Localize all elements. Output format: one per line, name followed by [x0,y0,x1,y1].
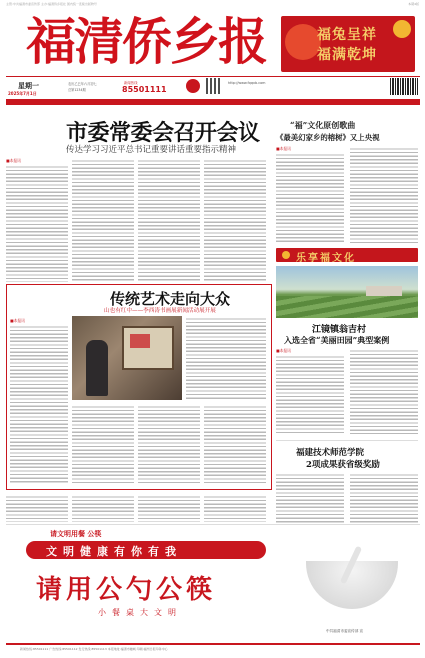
right-banner [276,248,418,262]
art-photo-painting [122,326,174,370]
banner-deco-2 [393,20,411,38]
lunar-date: 农历乙巳年六月初七 [68,82,97,86]
ad-source: 中共福清市委宣传部 宣 [326,629,364,633]
banner-deco [285,24,321,60]
right-banner-flower-icon [282,251,290,259]
masthead-rule [6,99,420,105]
lead-headline: 市委常委会召开会议 [66,120,260,146]
masthead-title: 福清侨乡报 [26,12,266,71]
art-body-col3 [72,404,134,484]
lower-body-col2 [72,494,134,522]
lead-body-col2 [72,158,134,282]
tech-rule [276,440,418,441]
logo-icon [186,79,200,93]
art-photo-figure [86,340,108,396]
art-body-col1 [10,324,68,484]
right-banner-text: 乐享福文化 [296,253,356,264]
hotline-label: 新闻热线 [124,81,138,85]
village-photo-houses [366,286,402,296]
banner-line-2: 福满乾坤 [317,47,377,63]
lower-body-col4 [204,494,266,522]
tech-headline-2: 2项成果获省级奖励 [306,460,380,470]
lead-subhead: 传达学习习近平总书记重要讲话重要指示精神 [66,145,237,155]
art-body-col5 [204,404,266,484]
art-body-col4 [138,404,200,484]
art-body-col2 [186,316,266,400]
art-photo-accent [130,334,150,348]
right-top-body-col2 [350,146,418,244]
village-headline-2: 入选全省“美丽田园”典型案例 [284,335,390,345]
barcode-icon [390,78,418,95]
section-tag-village: ■本报讯 [276,348,291,353]
footer-text: 新闻热线:85501111 广告热线:85501112 发行热线:85501113 本报地址:福清市融城 印刷:福州日报印务中心 [20,647,168,651]
right-top-body-col1 [276,152,344,244]
ad-area [6,524,420,643]
section-tag-lead: ■本报讯 [6,158,21,163]
section-tag-right: ■本报讯 [276,146,291,151]
village-body-col1 [276,354,344,434]
weekday: 星期一 [18,82,39,90]
right-top-headline-1: “福”文化原创歌曲 [290,120,356,130]
top-bar-right: 本期4版 [408,2,419,6]
top-bar [0,2,425,8]
tech-headline-1: 福建技术师范学院 [296,448,365,458]
right-top-headline-sub: 《最美幻家乡的榕树》又上央视 [276,133,380,142]
village-photo [276,266,418,318]
art-photo [72,316,182,400]
lower-body-col3 [138,494,200,522]
ad-main-text: 请用公勺公筷 [36,575,217,605]
qr-code-icon [206,78,222,94]
issue-date: 2025年7月1日 [8,91,37,96]
ad-banner [26,541,266,559]
top-bar-left: 主管:中共福清市委宣传部 主办:福清侨乡报社 国内统一连续出版物号 [6,2,97,6]
art-headline: 传统艺术走向大众 [110,290,231,308]
footer-rule [6,643,420,645]
hotline-number: 85501111 [122,85,167,94]
masthead-banner [281,16,415,72]
banner-line-1: 福兔呈祥 [317,27,377,43]
ad-sub-text: 小餐桌大文明 [98,608,182,617]
lead-body-col1 [6,164,68,282]
issue-number: 总第1234期 [68,88,86,92]
village-photo-fields [276,296,418,318]
lead-body-col4 [204,158,266,282]
masthead-info [6,76,420,99]
village-body-col2 [350,348,418,434]
lead-body-col3 [138,158,200,282]
ad-banner-text: 文明健康有你有我 [46,545,182,558]
ad-top-line: 请文明用餐 公筷 [50,529,102,538]
website: http://www.fqqxb.com [228,81,266,85]
village-headline-1: 江镜镇翁吉村 [312,325,367,335]
art-subhead: 山也有红中——李西涛书画展新闻活动展开展 [104,308,216,314]
section-tag-art: ■本报讯 [10,318,25,323]
lower-body-col1 [6,494,68,522]
